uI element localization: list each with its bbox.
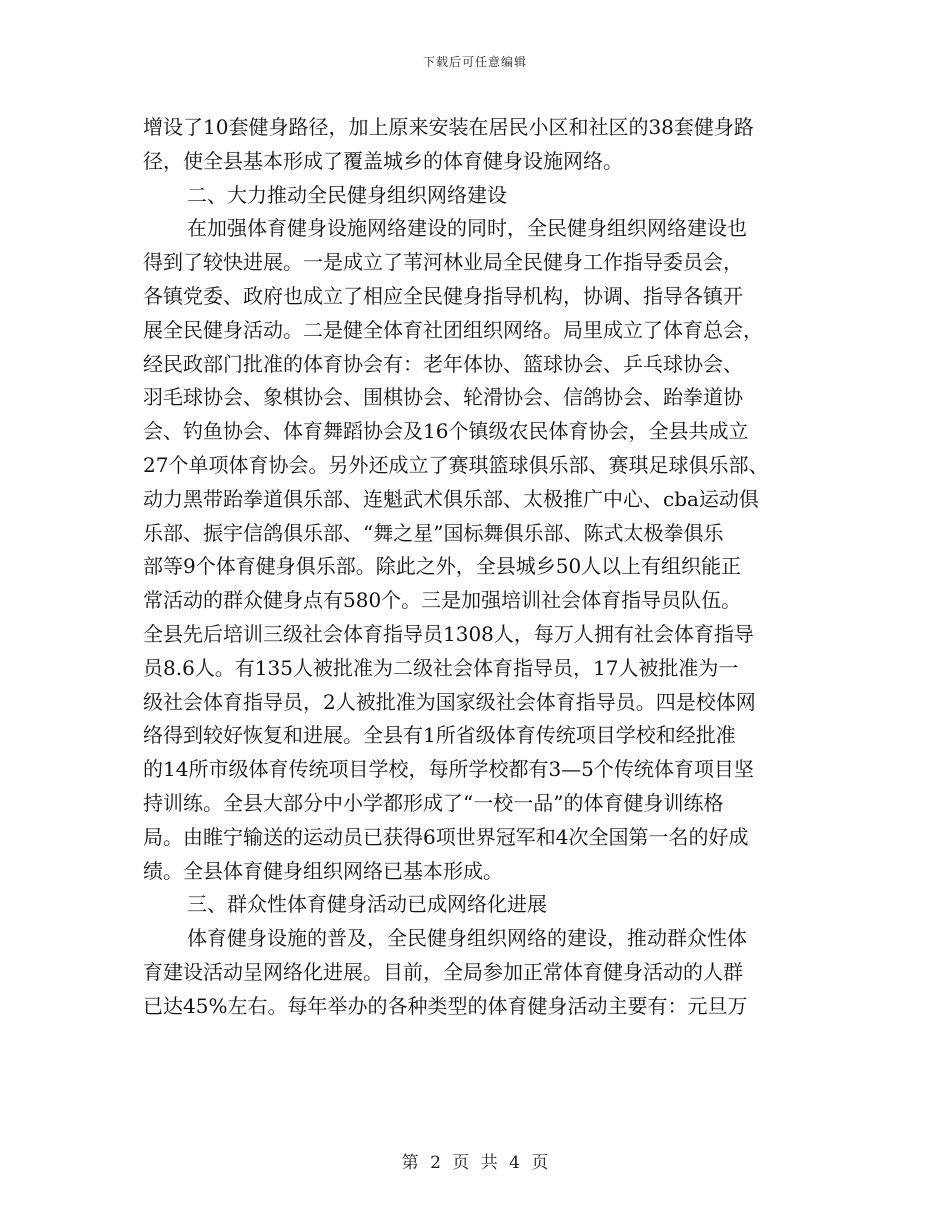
text-line: 局。由睢宁输送的运动员已获得6项世界冠军和4次全国第一名的好成 [143,824,749,849]
text-line: 得到了较快进展。一是成立了苇河林业局全民健身工作指导委员会， [143,250,743,275]
document-body [143,111,811,1024]
text-line: 体育健身设施的普及，全民健身组织网络的建设，推动群众性体 [187,926,747,951]
text-line: 径，使全县基本形成了覆盖城乡的体育健身设施网络。 [143,148,623,173]
total-label: 共 [480,1153,498,1173]
page-label-mid: 页 [452,1153,470,1173]
text-line: 常活动的群众健身点有580个。三是加强培训社会体育指导员队伍。 [143,588,742,613]
text-line: 乐部、振宇信鸽俱乐部、“舞之星”国标舞俱乐部、陈式太极拳俱乐 [143,520,724,545]
page-label-suffix: 页 [531,1153,549,1173]
text-line: 的14所市级体育传统项目学校，每所学校都有3—5个传统体育项目坚 [143,757,754,782]
text-line: 育建设活动呈网络化进展。目前，全局参加正常体育健身活动的人群 [143,959,743,984]
page-number-footer [0,1148,950,1173]
text-line: 部等9个体育健身俱乐部。除此之外，全县城乡50人以上有组织能正 [143,554,742,579]
text-line: 络得到较好恢复和进展。全县有1所省级体育传统项目学校和经批准 [143,723,736,748]
text-line: 动力黑带跆拳道俱乐部、连魁武术俱乐部、太极推广中心、cba运动俱 [143,486,759,511]
text-line: 在加强体育健身设施网络建设的同时，全民健身组织网络建设也 [187,216,747,241]
section-heading: 三、群众性体育健身活动已成网络化进展 [187,892,547,917]
text-line: 经民政部门批准的体育协会有：老年体协、篮球协会、乒乓球协会、 [143,351,743,376]
text-line: 级社会体育指导员，2人被批准为国家级社会体育指导员。四是校体网 [143,689,756,714]
text-line: 全县先后培训三级社会体育指导员1308人，每万人拥有社会体育指导 [143,621,754,646]
text-line: 员8.6人。有135人被批准为二级社会体育指导员，17人被批准为一 [143,655,739,680]
total-pages-number: 4 [509,1153,520,1173]
text-line: 已达45%左右。每年举办的各种类型的体育健身活动主要有：元旦万 [143,993,748,1018]
text-line: 绩。全县体育健身组织网络已基本形成。 [143,858,503,883]
page-header-note: 下载后可任意编辑 [422,55,527,69]
page-label-prefix: 第 [401,1153,419,1173]
text-line: 展全民健身活动。二是健全体育社团组织网络。局里成立了体育总会， [143,317,763,342]
text-line: 持训练。全县大部分中小学都形成了“一校一品”的体育健身训练格 [143,790,724,815]
section-heading: 二、大力推动全民健身组织网络建设 [187,182,507,207]
text-line: 27个单项体育协会。另外还成立了赛琪篮球俱乐部、赛琪足球俱乐部、 [143,452,769,477]
current-page-number: 2 [430,1153,441,1173]
text-line: 会、钓鱼协会、体育舞蹈协会及16个镇级农民体育协会，全县共成立 [143,419,749,444]
text-line: 增设了10套健身路径，加上原来安装在居民小区和社区的38套健身路 [143,115,754,139]
text-line: 羽毛球协会、象棋协会、围棋协会、轮滑协会、信鸽协会、跆拳道协 [143,385,743,410]
text-line: 各镇党委、政府也成立了相应全民健身指导机构，协调、指导各镇开 [143,283,743,308]
